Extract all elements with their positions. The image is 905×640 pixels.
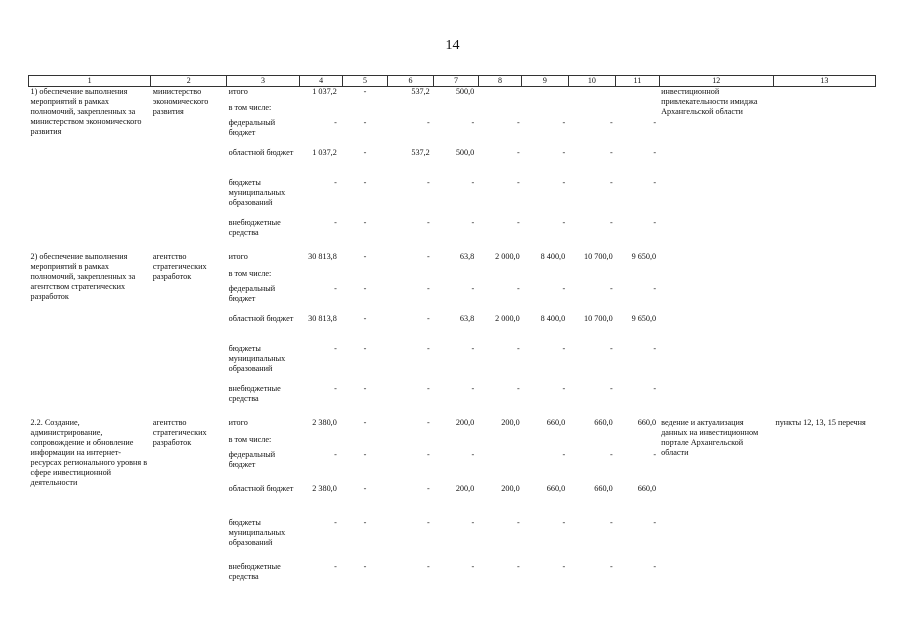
- funding-value: -: [427, 178, 430, 188]
- funding-value: 2 380,0: [312, 484, 337, 494]
- funding-value: -: [516, 344, 520, 354]
- executor-name: министерство экономического развития: [152, 86, 209, 116]
- funding-value: -: [363, 384, 367, 394]
- funding-value: [616, 435, 659, 450]
- funding-source-label: внебюджетные средства: [228, 562, 281, 582]
- funding-value: 200,0: [501, 418, 520, 428]
- funding-value: 660,0: [546, 484, 566, 494]
- funding-value: -: [562, 384, 566, 394]
- funding-value: [478, 86, 521, 103]
- funding-value: -: [653, 284, 657, 294]
- funding-value: 660,0: [637, 418, 657, 428]
- column-number: 5: [343, 76, 387, 87]
- activity-name: 1) обеспечение выполнения мероприятий в рамках полномочий, закрепленных за министерством экономического развития: [30, 86, 142, 136]
- funding-value: 8 400,0: [540, 314, 566, 324]
- funding-value: -: [516, 218, 520, 228]
- funding-value: -: [653, 384, 657, 394]
- funding-value: -: [427, 518, 430, 528]
- funding-value: -: [609, 178, 613, 188]
- column-number: 9: [522, 76, 568, 87]
- funding-value: -: [471, 344, 475, 354]
- funding-source-label: в том числе:: [228, 269, 272, 279]
- funding-value: 2 380,0: [312, 418, 337, 428]
- funding-value: -: [609, 344, 613, 354]
- funding-value: -: [609, 148, 613, 158]
- funding-value: -: [363, 118, 367, 128]
- activity-name: 2) обеспечение выполнения мероприятий в рамках полномочий, закрепленных за агентством стратегических разработок: [30, 252, 136, 302]
- column-number: 1: [29, 76, 151, 87]
- funding-source-label: внебюджетные средства: [228, 218, 281, 238]
- executor-name: агентство стратегических разработок: [152, 252, 207, 282]
- funding-value: -: [562, 118, 566, 128]
- funding-value: -: [562, 450, 566, 460]
- funding-value: -: [363, 484, 367, 494]
- funding-value: -: [427, 384, 430, 394]
- funding-value: 63,8: [459, 252, 475, 262]
- funding-value: 2 000,0: [495, 314, 520, 324]
- funding-value: -: [609, 384, 613, 394]
- funding-source-label: бюджеты муниципальных образований: [228, 518, 286, 548]
- column-number: 6: [387, 76, 433, 87]
- funding-value: -: [609, 562, 613, 572]
- funding-value: -: [562, 518, 566, 528]
- funding-value: 1 037,2: [312, 148, 337, 158]
- funding-value: -: [516, 384, 520, 394]
- funding-value: [343, 103, 387, 118]
- column-number: 12: [659, 76, 773, 87]
- funding-value: -: [363, 252, 367, 262]
- funding-value: -: [471, 562, 475, 572]
- funding-value: [568, 86, 616, 103]
- funding-value: -: [363, 218, 367, 228]
- funding-value: [616, 269, 659, 284]
- funding-source-label: федеральный бюджет: [228, 450, 276, 470]
- funding-value: 9 650,0: [631, 252, 657, 262]
- funding-source-label: внебюджетные средства: [228, 384, 281, 404]
- funding-value: -: [427, 344, 430, 354]
- funding-value: [568, 103, 616, 118]
- table-row: [29, 86, 876, 103]
- funding-value: 30 813,8: [308, 314, 337, 324]
- funding-value: 1 037,2: [312, 86, 337, 96]
- funding-source-label: в том числе:: [228, 103, 272, 113]
- column-number-row: [29, 76, 876, 87]
- funding-value: -: [609, 118, 613, 128]
- funding-value: -: [516, 148, 520, 158]
- funding-value: -: [471, 178, 475, 188]
- funding-value: 660,0: [594, 418, 613, 428]
- funding-value: -: [334, 518, 337, 528]
- funding-value: [522, 103, 568, 118]
- funding-value: 8 400,0: [540, 252, 566, 262]
- funding-value: 500,0: [455, 148, 475, 158]
- funding-value: -: [363, 284, 367, 294]
- funding-value: -: [363, 418, 367, 428]
- column-number: 2: [151, 76, 227, 87]
- funding-value: 200,0: [455, 418, 475, 428]
- funding-source-label: областной бюджет: [228, 148, 294, 158]
- funding-value: -: [516, 178, 520, 188]
- funding-value: 660,0: [637, 484, 657, 494]
- funding-value: -: [609, 284, 613, 294]
- funding-source-label: итого: [228, 252, 248, 262]
- funding-value: -: [427, 562, 430, 572]
- indicator-reference: [773, 86, 875, 252]
- funding-value: -: [653, 218, 657, 228]
- funding-source-label: бюджеты муниципальных образований: [228, 344, 286, 374]
- funding-value: -: [653, 344, 657, 354]
- funding-source-label: в том числе:: [228, 435, 272, 445]
- funding-value: -: [471, 218, 475, 228]
- funding-value: -: [334, 344, 337, 354]
- funding-value: 30 813,8: [308, 252, 337, 262]
- indicator-reference: пункты 12, 13, 15 перечня: [775, 418, 866, 428]
- funding-value: -: [653, 450, 657, 460]
- table-body: [29, 86, 876, 588]
- column-number: 4: [299, 76, 342, 87]
- funding-value: [522, 86, 568, 103]
- funding-value: -: [471, 284, 475, 294]
- funding-value: -: [516, 284, 520, 294]
- funding-value: [343, 435, 387, 450]
- funding-value: 63,8: [459, 314, 475, 324]
- funding-value: [616, 103, 659, 118]
- funding-value: [522, 269, 568, 284]
- funding-value: -: [363, 178, 367, 188]
- column-number: 11: [616, 76, 659, 87]
- funding-value: -: [363, 148, 367, 158]
- funding-value: -: [427, 218, 430, 228]
- funding-value: [299, 435, 342, 450]
- expected-result: [659, 252, 773, 418]
- funding-source-label: областной бюджет: [228, 314, 294, 324]
- funding-value: -: [363, 314, 367, 324]
- funding-value: -: [334, 450, 337, 460]
- funding-value: -: [363, 518, 367, 528]
- funding-value: -: [562, 344, 566, 354]
- funding-source-label: федеральный бюджет: [228, 118, 276, 138]
- funding-value: [387, 435, 433, 450]
- funding-value: 10 700,0: [584, 314, 613, 324]
- funding-source-label: итого: [228, 86, 248, 96]
- funding-value: -: [427, 314, 430, 324]
- funding-value: 9 650,0: [631, 314, 657, 324]
- funding-value: -: [516, 562, 520, 572]
- column-number: 10: [568, 76, 616, 87]
- funding-value: -: [334, 178, 337, 188]
- activity-name: 2.2. Создание, администрирование, сопровождение и обновление информации на интернет-ресурсах регионального уровня в сфере инвестиционной деятельности: [30, 418, 148, 488]
- funding-value: -: [609, 518, 613, 528]
- funding-value: 10 700,0: [584, 252, 613, 262]
- funding-value: [387, 269, 433, 284]
- funding-value: -: [427, 418, 430, 428]
- funding-value: 537,2: [411, 86, 430, 96]
- funding-value: -: [471, 518, 475, 528]
- expected-result: ведение и актуализация данных на инвестиционном портале Архангельской области: [661, 418, 759, 458]
- funding-source-label: областной бюджет: [228, 484, 294, 494]
- funding-value: -: [562, 284, 566, 294]
- funding-value: -: [516, 118, 520, 128]
- funding-value: -: [334, 562, 337, 572]
- funding-value: -: [334, 384, 337, 394]
- funding-value: -: [653, 562, 657, 572]
- funding-value: [299, 103, 342, 118]
- funding-value: 537,2: [411, 148, 430, 158]
- funding-value: [434, 103, 478, 118]
- funding-value: [616, 86, 659, 103]
- funding-value: [434, 269, 478, 284]
- funding-value: [478, 450, 521, 484]
- funding-value: [522, 435, 568, 450]
- funding-value: -: [427, 118, 430, 128]
- table-row: [29, 252, 876, 269]
- indicator-reference: [773, 252, 875, 418]
- funding-value: -: [471, 118, 475, 128]
- funding-value: [568, 435, 616, 450]
- funding-value: -: [363, 450, 367, 460]
- funding-value: -: [471, 450, 475, 460]
- funding-source-label: бюджеты муниципальных образований: [228, 178, 286, 208]
- funding-value: [568, 269, 616, 284]
- table-row: [29, 418, 876, 435]
- funding-value: [434, 435, 478, 450]
- funding-value: -: [562, 218, 566, 228]
- funding-value: 2 000,0: [495, 252, 520, 262]
- funding-value: 500,0: [455, 86, 475, 96]
- funding-value: 660,0: [594, 484, 613, 494]
- funding-value: -: [471, 384, 475, 394]
- column-number: 7: [434, 76, 478, 87]
- funding-value: -: [516, 518, 520, 528]
- funding-value: [478, 269, 521, 284]
- funding-value: -: [427, 252, 430, 262]
- funding-value: 200,0: [455, 484, 475, 494]
- funding-value: -: [562, 178, 566, 188]
- program-table: [28, 75, 876, 588]
- column-number: 3: [227, 76, 300, 87]
- funding-value: -: [334, 218, 337, 228]
- funding-value: -: [609, 450, 613, 460]
- column-number: 13: [773, 76, 875, 87]
- column-number: 8: [478, 76, 521, 87]
- funding-value: -: [363, 86, 367, 96]
- funding-value: -: [562, 148, 566, 158]
- funding-value: -: [363, 562, 367, 572]
- funding-source-label: итого: [228, 418, 248, 428]
- executor-name: агентство стратегических разработок: [152, 418, 207, 448]
- funding-value: -: [562, 562, 566, 572]
- funding-value: -: [427, 450, 430, 460]
- expected-result: инвестиционной привлекательности имиджа Архангельской области: [661, 86, 758, 116]
- funding-value: -: [427, 484, 430, 494]
- funding-value: -: [653, 118, 657, 128]
- funding-value: 200,0: [501, 484, 520, 494]
- funding-value: -: [334, 118, 337, 128]
- funding-value: [343, 269, 387, 284]
- funding-value: -: [653, 518, 657, 528]
- funding-value: -: [653, 178, 657, 188]
- funding-value: -: [609, 218, 613, 228]
- funding-value: -: [427, 284, 430, 294]
- funding-source-label: федеральный бюджет: [228, 284, 276, 304]
- page-number: 14: [445, 38, 460, 53]
- funding-value: [299, 269, 342, 284]
- funding-value: [478, 103, 521, 118]
- funding-value: [387, 103, 433, 118]
- funding-value: -: [363, 344, 367, 354]
- funding-value: [478, 435, 521, 450]
- funding-value: 660,0: [546, 418, 566, 428]
- funding-value: -: [334, 284, 337, 294]
- funding-value: -: [653, 148, 657, 158]
